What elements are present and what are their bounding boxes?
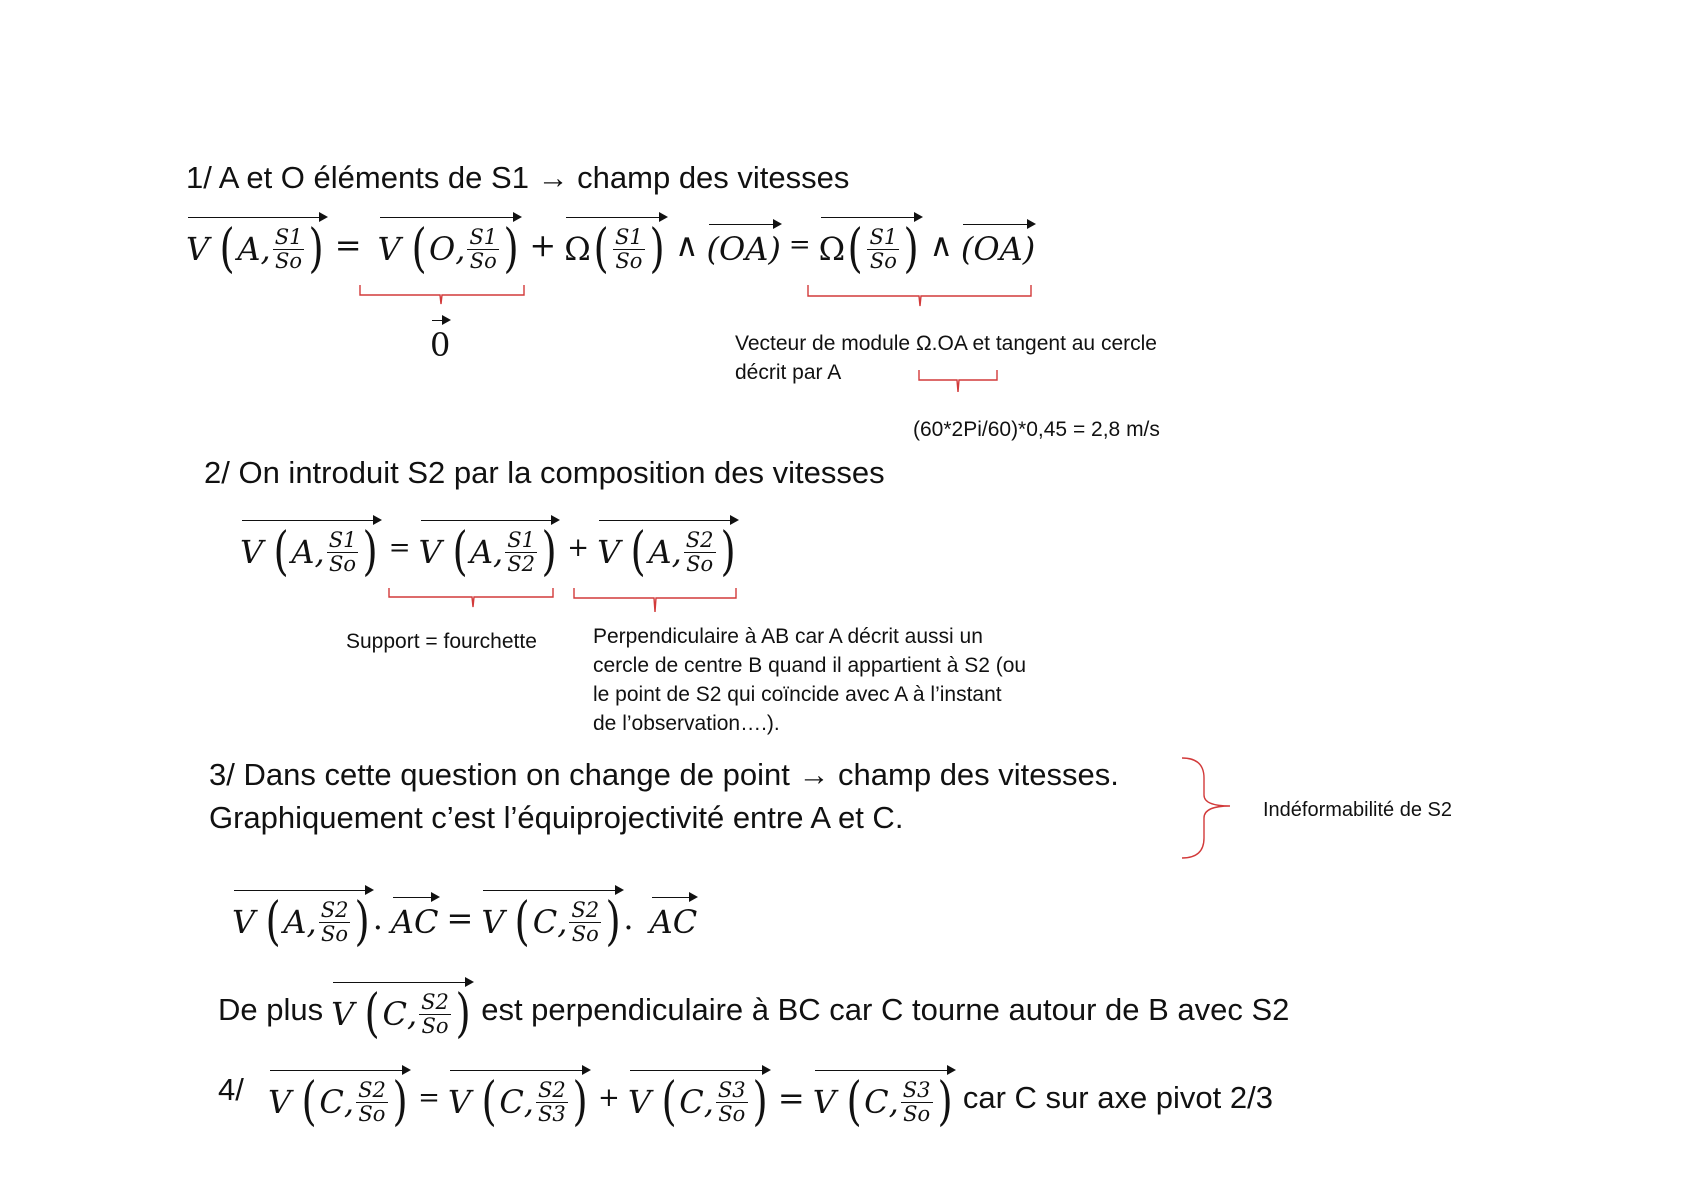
q4-equation: V ( C , $\frac{S2}{So}$ ) = V ( C , $\frac{S2}{S3}$ ) + V ( C , $\frac{S3}{So}$ ) = V ( C , $\frac{S3}{So}$ ) car C sur axe pivot 2/3 xyxy=(268,1058,1273,1138)
red-braces xyxy=(360,285,1230,858)
vec-V-C-S2-So: V ( C , $\frac{S2}{So}$ ) xyxy=(481,888,623,948)
q3-line-2: Graphiquement c’est l’équiprojectivité entre A et C. xyxy=(209,800,904,835)
brace-omega-oa xyxy=(808,285,1031,306)
q3-indeformabilite: Indéformabilité de S2 xyxy=(1263,799,1453,821)
q2-perp-line-4: de l’observation….). xyxy=(593,712,780,735)
q3-equation: V ( A , $\frac{S2}{So}$ ) . AC = V ( C , $\frac{S2}{So}$ ) . AC xyxy=(232,878,697,958)
vec-V-C-S2-S3: V ( C , $\frac{S2}{S3}$ ) xyxy=(448,1068,590,1128)
vec-V-C-S2-So-deplus: V ( C , $\frac{S2}{So}$ ) xyxy=(331,980,473,1040)
vec-omega-S1-So: Ω ( $\frac{S1}{So}$ ) xyxy=(564,215,667,275)
vec-AC: AC xyxy=(391,895,439,941)
vec-V-C-S3-So: V ( C , $\frac{S3}{So}$ ) xyxy=(628,1068,770,1128)
q2-perp-line-1: Perpendiculaire à AB car A décrit aussi un xyxy=(593,625,983,648)
q2-equation: V ( A , $\frac{S1}{So}$ ) = V ( A , $\frac{S1}{S2}$ ) + V ( A , $\frac{S2}{So}$ ) xyxy=(240,508,738,588)
vec-V-A-S2-So: V ( A , $\frac{S2}{So}$ ) xyxy=(597,518,738,578)
q1-heading: 1/ A et O éléments de S1 → champ des vitesses xyxy=(186,160,850,195)
q3-deplus: De plus V ( C , $\frac{S2}{So}$ ) est perpendiculaire à BC car C tourne autour de B avec S2 xyxy=(218,970,1289,1050)
zero-vector: 0 xyxy=(430,318,450,364)
vec-V-A-S1-S2: V ( A , $\frac{S1}{S2}$ ) xyxy=(419,518,560,578)
q1-note-vector: Vecteur de module Ω.OA et tangent au cercle xyxy=(735,332,1157,355)
q1-calc: (60*2Pi/60)*0,45 = 2,8 m/s xyxy=(913,418,1160,441)
brace-support xyxy=(389,588,553,607)
vec-V-C-S3-So-2: V ( C , $\frac{S3}{So}$ ) xyxy=(813,1068,955,1128)
vec-V-A-S1-So: V ( A , $\frac{S1}{So}$ ) xyxy=(186,215,327,275)
q2-heading: 2/ On introduit S2 par la composition des vitesses xyxy=(204,455,885,490)
q2-perp-line-2: cercle de centre B quand il appartient à S2 (ou xyxy=(593,654,1027,677)
q2-perp-line-3: le point de S2 qui coïncide avec A à l’instant xyxy=(593,683,1002,706)
vec-V-A-S2-So-q3: V ( A , $\frac{S2}{So}$ ) xyxy=(232,888,373,948)
q3-line-1: 3/ Dans cette question on change de point → champ des vitesses. xyxy=(209,757,1119,792)
brace-v-o xyxy=(360,285,524,304)
vec-OA: (OA) xyxy=(707,222,781,268)
brace-perp xyxy=(574,588,736,612)
vec-AC-2: AC xyxy=(650,895,698,941)
vec-omega-S1-So-2: Ω ( $\frac{S1}{So}$ ) xyxy=(819,215,922,275)
brace-oa-module xyxy=(919,370,997,392)
vec-OA-2: (OA) xyxy=(961,222,1035,268)
equals-sign: = xyxy=(334,226,362,264)
vec-V-A-S1-So-q2: V ( A , $\frac{S1}{So}$ ) xyxy=(240,518,381,578)
vec-V-O-S1-So: V ( O , $\frac{S1}{So}$ ) xyxy=(378,215,522,275)
q2-support: Support = fourchette xyxy=(346,630,537,653)
q1-note-vector-2: décrit par A xyxy=(735,361,842,384)
q4-label: 4/ xyxy=(218,1072,244,1107)
q1-equation: V ( A , $\frac{S1}{So}$ ) = V ( O , $\frac{S1}{So}$ ) + Ω ( $\frac{S1}{So}$ ) ∧ (OA) = Ω ( $\frac{S1}{So}$ ) ∧ (OA) xyxy=(186,205,1035,285)
vec-V-C-S2-So-q4: V ( C , $\frac{S2}{So}$ ) xyxy=(268,1068,410,1128)
brace-indeformabilite xyxy=(1182,758,1230,858)
